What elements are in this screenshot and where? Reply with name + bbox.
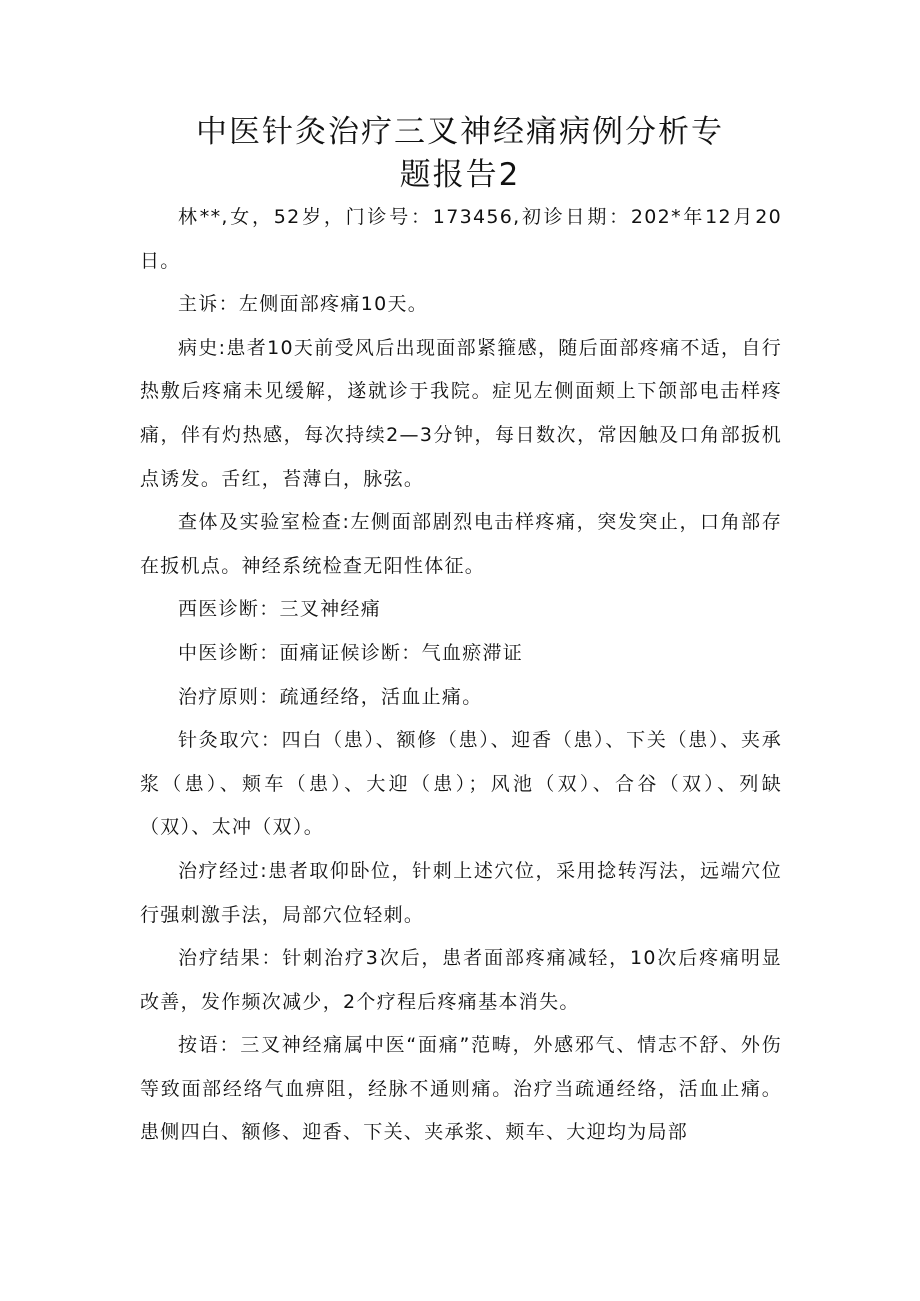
treatment-result-paragraph: 治疗结果：针刺治疗3次后，患者面部疼痛减轻，10次后疼痛明显改善，发作频次减少，2个疗程后疼痛基本消失。 [140,947,782,1013]
document-title-line-2: 题报告2 [399,157,521,193]
acupoints-paragraph: 针灸取穴：四白（患）、额修（患）、迎香（患）、下关（患）、夹承浆（患）、颊车（患）、大迎（患）；风池（双）、合谷（双）、列缺（双）、太冲（双）。 [140,729,782,839]
western-diagnosis-paragraph: 西医诊断：三叉神经痛 [178,598,382,621]
treatment-process-paragraph: 治疗经过:患者取仰卧位，针刺上述穴位，采用捻转泻法，远端穴位行强刺激手法，局部穴位轻刺。 [140,859,782,926]
medical-history-paragraph: 病史:患者10天前受风后出现面部紧箍感，随后面部疼痛不适，自行热敷后疼痛未见缓解，遂就诊于我院。症见左侧面颊上下颌部电击样疼痛，伴有灼热感，每次持续2—3分钟，每日数次，常因触及口角部扳机点诱发。舌红，苔薄白，脉弦。 [140,336,782,490]
commentary-paragraph: 按语：三叉神经痛属中医“面痛”范畴，外感邪气、情志不舒、外伤等致面部经络气血痹阻，经脉不通则痛。治疗当疏通经络，活血止痛。患侧四白、额修、迎香、下关、夹承浆、颊车、大迎均为局部 [140,1034,782,1144]
treatment-principle-paragraph: 治疗原则：疏通经络，活血止痛。 [178,685,483,708]
chief-complaint-paragraph: 主诉：左侧面部疼痛10天。 [178,293,429,316]
document-title-line-1: 中医针灸治疗三叉神经痛病例分析专 [196,114,724,150]
document-body [140,196,782,1155]
examination-paragraph: 查体及实验室检查:左侧面部剧烈电击样疼痛，突发突止，口角部存在扳机点。神经系统检查无阳性体征。 [140,511,782,577]
tcm-diagnosis-paragraph: 中医诊断：面痛证候诊断：气血瘀滞证 [178,641,524,664]
patient-info-paragraph: 林**,女，52岁，门诊号：173456,初诊日期：202*年12月20日。 [140,206,782,272]
